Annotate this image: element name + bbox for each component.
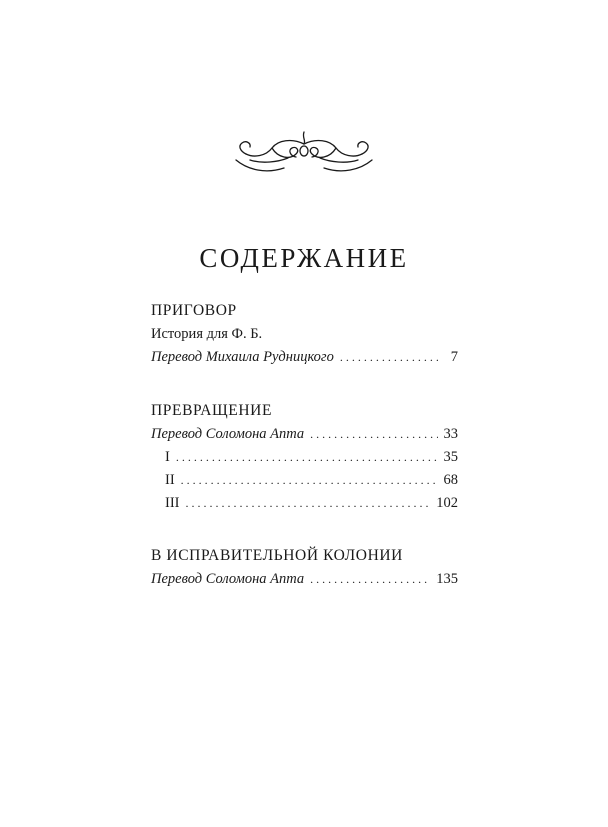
entry-page: 135 — [436, 571, 458, 587]
toc-entry[interactable] — [151, 423, 458, 446]
dot-leader — [310, 423, 437, 446]
table-of-contents — [151, 299, 458, 591]
dot-leader — [310, 568, 430, 591]
section-prevrashchenie — [151, 399, 458, 515]
section-subtitle — [151, 323, 458, 346]
section-prigovor — [151, 299, 458, 369]
entry-label: Перевод Михаила Рудницкого — [151, 349, 334, 365]
toc-part-entry[interactable] — [151, 492, 458, 515]
dot-leader — [340, 346, 438, 369]
toc-part-entry[interactable] — [151, 469, 458, 492]
toc-entry[interactable] — [151, 568, 458, 591]
part-page: 68 — [443, 472, 458, 488]
part-label: III — [165, 495, 180, 511]
flourish-ornament-icon — [232, 124, 376, 182]
subtitle-text: История для Ф. Б. — [151, 326, 263, 342]
dot-leader — [176, 446, 438, 469]
part-label: II — [165, 472, 175, 488]
toc-entry[interactable] — [151, 346, 458, 369]
dot-leader — [181, 469, 438, 492]
section-v-ispravitelnoy-kolonii — [151, 544, 458, 591]
toc-title: СОДЕРЖАНИЕ — [199, 243, 409, 273]
entry-page: 7 — [450, 349, 458, 365]
section-heading: ПРИГОВОР — [151, 302, 237, 319]
dot-leader — [186, 492, 431, 515]
part-page: 102 — [436, 495, 458, 511]
toc-part-entry[interactable] — [151, 446, 458, 469]
section-heading: В ИСПРАВИТЕЛЬНОЙ КОЛОНИИ — [151, 547, 403, 564]
part-label: I — [165, 449, 170, 465]
entry-label: Перевод Соломона Апта — [151, 571, 305, 587]
part-page: 35 — [443, 449, 458, 465]
section-heading: ПРЕВРАЩЕНИЕ — [151, 402, 273, 419]
entry-label: Перевод Соломона Апта — [151, 426, 305, 442]
entry-page: 33 — [443, 426, 458, 442]
